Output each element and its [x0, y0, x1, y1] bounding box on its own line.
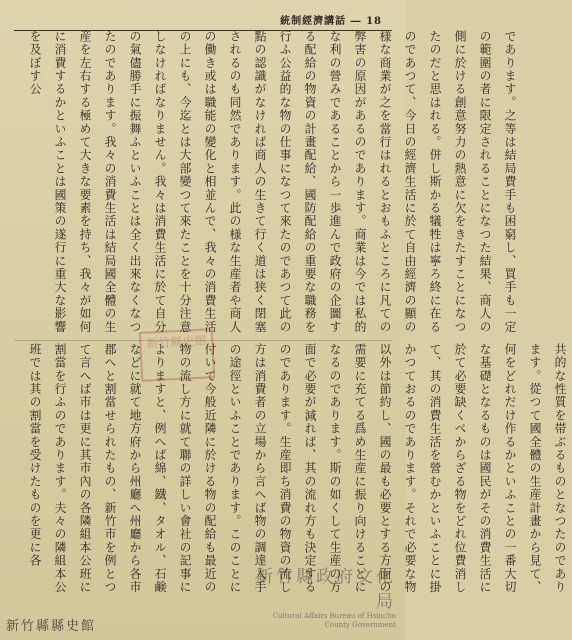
stamp-text: 新竹縣史館 — [145, 333, 207, 351]
header-title: 統制經濟講話 ― 18 — [280, 16, 382, 27]
watermark-chinese: 新竹縣政府文化局 — [256, 567, 396, 612]
footer-watermark — [246, 562, 396, 630]
footer-left-label: 新竹縣縣史館 — [6, 619, 97, 634]
bottom-text: 共的な性質を帯ぶるものとなつたのであります。從つて國全體の生産計畫から見て、何をどれだけ作るかといふことの一番大切な基礎となるものは國民がその消費生活に於て必要缺くべからざる物をどれ位費消して、其の消費生活を營むかといふことに掛かつておるのであります。それで必要な物以外は節約し、國の最も必要とする方面の需要に充てる爲め生産に振り向けることになるのであります。斯の如くして生産の方面で必要が減れば、其の流れ方も決定するのであります。生産即ち消費の物資の流し方は消費者の立場から言へば物の調達入手の途徑といふことであります。このことに付いて今般近隣に於ける物の配給も最近の物の流し方に就て聯の詳しい會社の記事によりますと、例へば綿、鐡、タオル、石鹸などに就て地方府から州廳へ州廳から各市郡へと割當せられたもの、新竹市を例とつて言へば市は更に其市內の各隣組本公班に割當を行ふのであります。夫々の隣組本公班では其の割當を受けたものを更に各 — [28, 343, 567, 594]
archive-stamp — [139, 328, 216, 382]
page-header — [14, 12, 392, 31]
top-text: であります。之等は結局費手も困窮し、買手も一定の範圍の者に限定されることになつた結果、商人の側に於ける創意努力の熱意に欠をきたすことになつたのだと思はれる。併し斯かる犠牲は寧ろ終に在るのであつて、今日の經濟生活に於て自由經濟の顯の様な商業が之を當行はれるとおもふところに凡ての弊害の原因があるのであります。商業は今では私的な利の營みであることから一歩進んで政府の企圖する配給の物資の計畫配給、國防配給の重要な職務を行ふ公益的な物の仕事になつて來たのであつて此の點の認識がなければ商人の生きて行く道は狭く閉塞されるのも同然であります。此の様な生産者や商人の働き或は職能の變化と相並んで、我々の消費生活の上にも、今迄とは大部變つて來たことを十分注意しなければなりません。我々は消費生活に於て自分の氣儘勝手に振舞ふといふことは全く出來なくなつたのであります。我々の消費生活は結局國全體の生産を左右する極めて大きな要素を持ち、我々が如何に消費するかといふことは國策の遂行に重大な影響を及ぼす公 — [28, 30, 517, 334]
watermark-english: Cultural Affairs Bureau of Hsinchu County Government — [272, 612, 396, 629]
top-text-block — [22, 30, 517, 342]
